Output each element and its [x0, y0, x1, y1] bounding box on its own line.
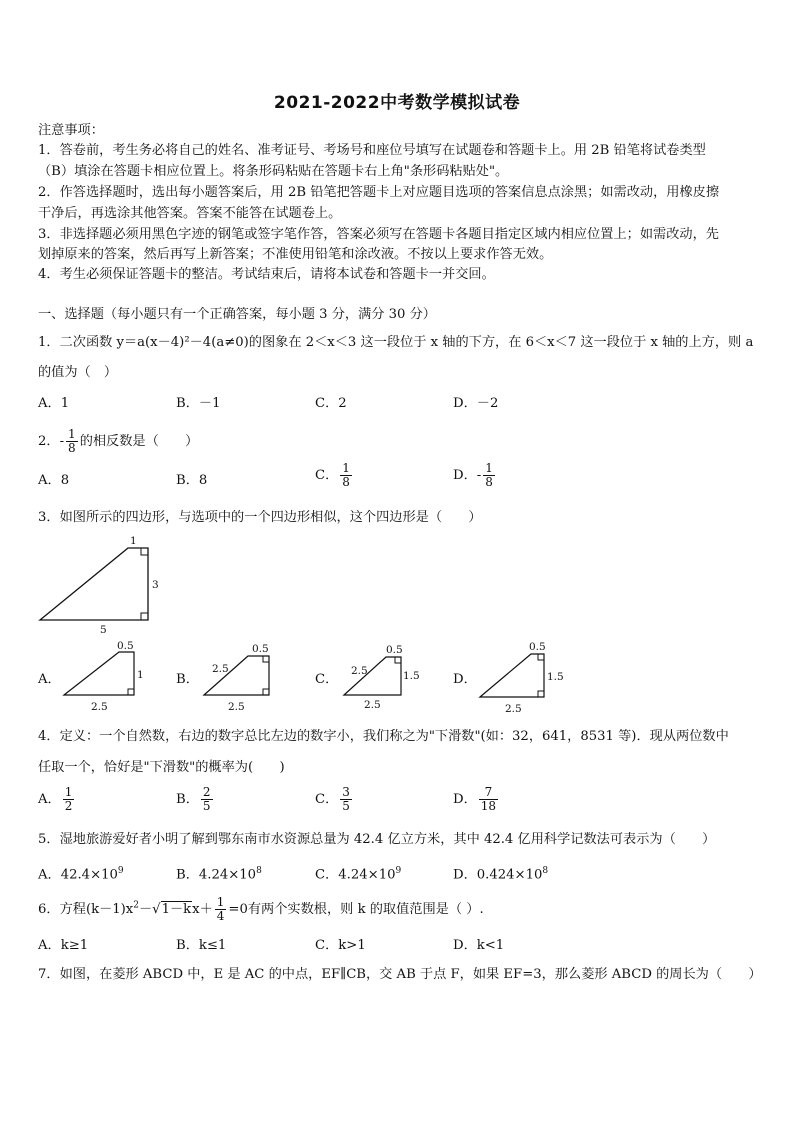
q6-stem: 6．方程$(k-1)x^2-√1-kx+$ $\frac{1}{4}$ =0有两个实数根，则 k 的取值范围是（ ）. — [38, 895, 484, 923]
q3-option-d-figure — [474, 638, 574, 720]
q6-option-c: C．k>1 — [315, 938, 366, 953]
q7-stem: 7．如图，在菱形 ABCD 中，E 是 AC 的中点，EF∥CB，交 AB 于点 F，如果 EF=3，那么菱形 ABCD 的周长为（ ） — [38, 967, 762, 982]
q3-main-figure — [30, 532, 170, 638]
q5-option-a: A．$42.4\times 10^9$ — [38, 866, 124, 883]
q1-stem-b: 的值为（ ） — [38, 365, 118, 380]
q3-main-bottom-label: 5 — [100, 624, 107, 636]
q5-option-b: B．$4.24\times 10^8$ — [176, 866, 262, 883]
q2-option-b: B．8 — [176, 473, 208, 488]
q2-suffix: 的相反数是（ ） — [79, 434, 199, 449]
q2-fraction: $\frac{1}{8}$ — [68, 427, 76, 455]
right-angle-mark — [263, 689, 269, 695]
svg-text:2.5: 2.5 — [228, 701, 245, 713]
q2-option-c: C． $\frac{1}{8}$ — [315, 461, 350, 489]
q1-option-b: B．－1 — [176, 396, 221, 411]
svg-text:0.5: 0.5 — [386, 644, 403, 656]
q3-option-b-label: B． — [176, 672, 199, 687]
svg-text:0.5: 0.5 — [529, 641, 546, 653]
note-3a: 3．非选择题必须用黑色字迹的钢笔或签字笔作答，答案必须写在答题卡各题目指定区域内相应位置上；如需改动，先 — [38, 227, 719, 242]
q3-option-a-figure — [58, 638, 148, 718]
note-2b: 干净后，再选涂其他答案。答案不能答在试题卷上。 — [38, 206, 342, 221]
q5-option-d: D．$0.424\times 10^8$ — [453, 866, 549, 883]
q5-stem: 5．湿地旅游爱好者小明了解到鄂东南市水资源总量为 42.4 亿立方米，其中 42.4 亿用科学记数法可表示为（ ） — [38, 832, 716, 847]
q6-equation: $(k-1)x^2-√1-kx+$ $\frac{1}{4}$ =0 — [85, 895, 248, 923]
q3-option-b-figure — [196, 640, 286, 720]
q3-option-d-label: D． — [453, 672, 477, 687]
q2-stem — [38, 428, 198, 455]
q4-stem-b: 任取一个，恰好是"下滑数"的概率为( ) — [38, 760, 285, 775]
svg-text:2.5: 2.5 — [364, 699, 381, 711]
svg-text:1.5: 1.5 — [547, 671, 564, 683]
svg-text:2.5: 2.5 — [91, 701, 108, 713]
q3-option-a-label: A． — [38, 672, 61, 687]
note-2a: 2．作答选择题时，选出每小题答案后，用 2B 铅笔把答题卡上对应题目选项的答案信息点涂黑；如需改动，用橡皮擦 — [38, 185, 720, 200]
svg-text:0.5: 0.5 — [117, 640, 134, 652]
svg-text:2.5: 2.5 — [351, 665, 368, 677]
notes-heading: 注意事项： — [38, 123, 104, 138]
note-1b: （B）填涂在答题卡相应位置上。将条形码粘贴在答题卡右上角"条形码粘贴处"。 — [38, 164, 509, 179]
svg-text:1.5: 1.5 — [403, 670, 420, 682]
svg-text:1: 1 — [137, 669, 144, 681]
q3-stem: 3．如图所示的四边形，与选项中的一个四边形相似，这个四边形是（ ） — [38, 510, 482, 525]
q2-prefix: 2．- — [38, 434, 65, 449]
q4-option-c: C． $\frac{3}{5}$ — [315, 785, 350, 813]
note-4: 4．考生必须保证答题卡的整洁。考试结束后，请将本试卷和答题卡一并交回。 — [38, 267, 495, 282]
q4-stem-a: 4．定义：一个自然数，右边的数字总比左边的数字小，我们称之为"下滑数"(如：32，641，8531 等)．现从两位数中 — [38, 729, 729, 744]
svg-text:0.5: 0.5 — [252, 643, 269, 655]
right-angle-mark — [538, 691, 544, 697]
note-3b: 划掉原来的答案，然后再写上新答案；不准使用铅笔和涂改液。不按以上要求作答无效。 — [38, 247, 553, 262]
q4-option-a: A． $\frac{1}{2}$ — [38, 785, 73, 813]
q4-option-b: B． $\frac{2}{5}$ — [176, 785, 211, 813]
right-angle-mark — [141, 548, 148, 555]
q1-option-a: A．1 — [38, 396, 70, 411]
q3-main-top-label: 1 — [130, 535, 137, 547]
q3-main-quadrilateral — [40, 548, 148, 620]
q3-option-c-label: C． — [315, 672, 339, 687]
q4-option-d: D． $\frac{7}{18}$ — [453, 785, 497, 813]
q1-option-c: C．2 — [315, 396, 347, 411]
note-1a: 1．答卷前，考生务必将自己的姓名、准考证号、考场号和座位号填写在试题卷和答题卡上。用 2B 铅笔将试卷类型 — [38, 143, 706, 158]
q6-option-b: B．k≤1 — [176, 938, 227, 953]
right-angle-mark — [128, 689, 134, 695]
svg-text:2.5: 2.5 — [212, 663, 229, 675]
q3-option-c-figure — [336, 640, 426, 720]
q3-main-right-label: 3 — [152, 579, 159, 591]
q6-option-a: A．k≥1 — [38, 938, 89, 953]
right-angle-mark — [538, 654, 544, 660]
section-1-heading: 一、选择题（每小题只有一个正确答案，每小题 3 分，满分 30 分） — [38, 307, 436, 322]
right-angle-mark — [141, 613, 148, 620]
q6-option-d: D．k<1 — [453, 938, 505, 953]
svg-text:2.5: 2.5 — [505, 703, 522, 715]
q2-option-a: A．8 — [38, 473, 70, 488]
page-title: 2021-2022中考数学模拟试卷 — [273, 93, 521, 113]
right-angle-mark — [395, 657, 401, 663]
q1-stem-a: 1．二次函数 y＝a(x－4)²－4(a≠0)的图象在 2＜x＜3 这一段位于 x 轴的下方，在 6＜x＜7 这一段位于 x 轴的上方，则 a — [38, 335, 754, 350]
right-angle-mark — [263, 656, 269, 662]
q1-option-d: D．－2 — [453, 396, 499, 411]
q2-option-d: D．- $\frac{1}{8}$ — [453, 461, 493, 489]
q5-option-c: C．$4.24\times 10^9$ — [315, 866, 402, 883]
